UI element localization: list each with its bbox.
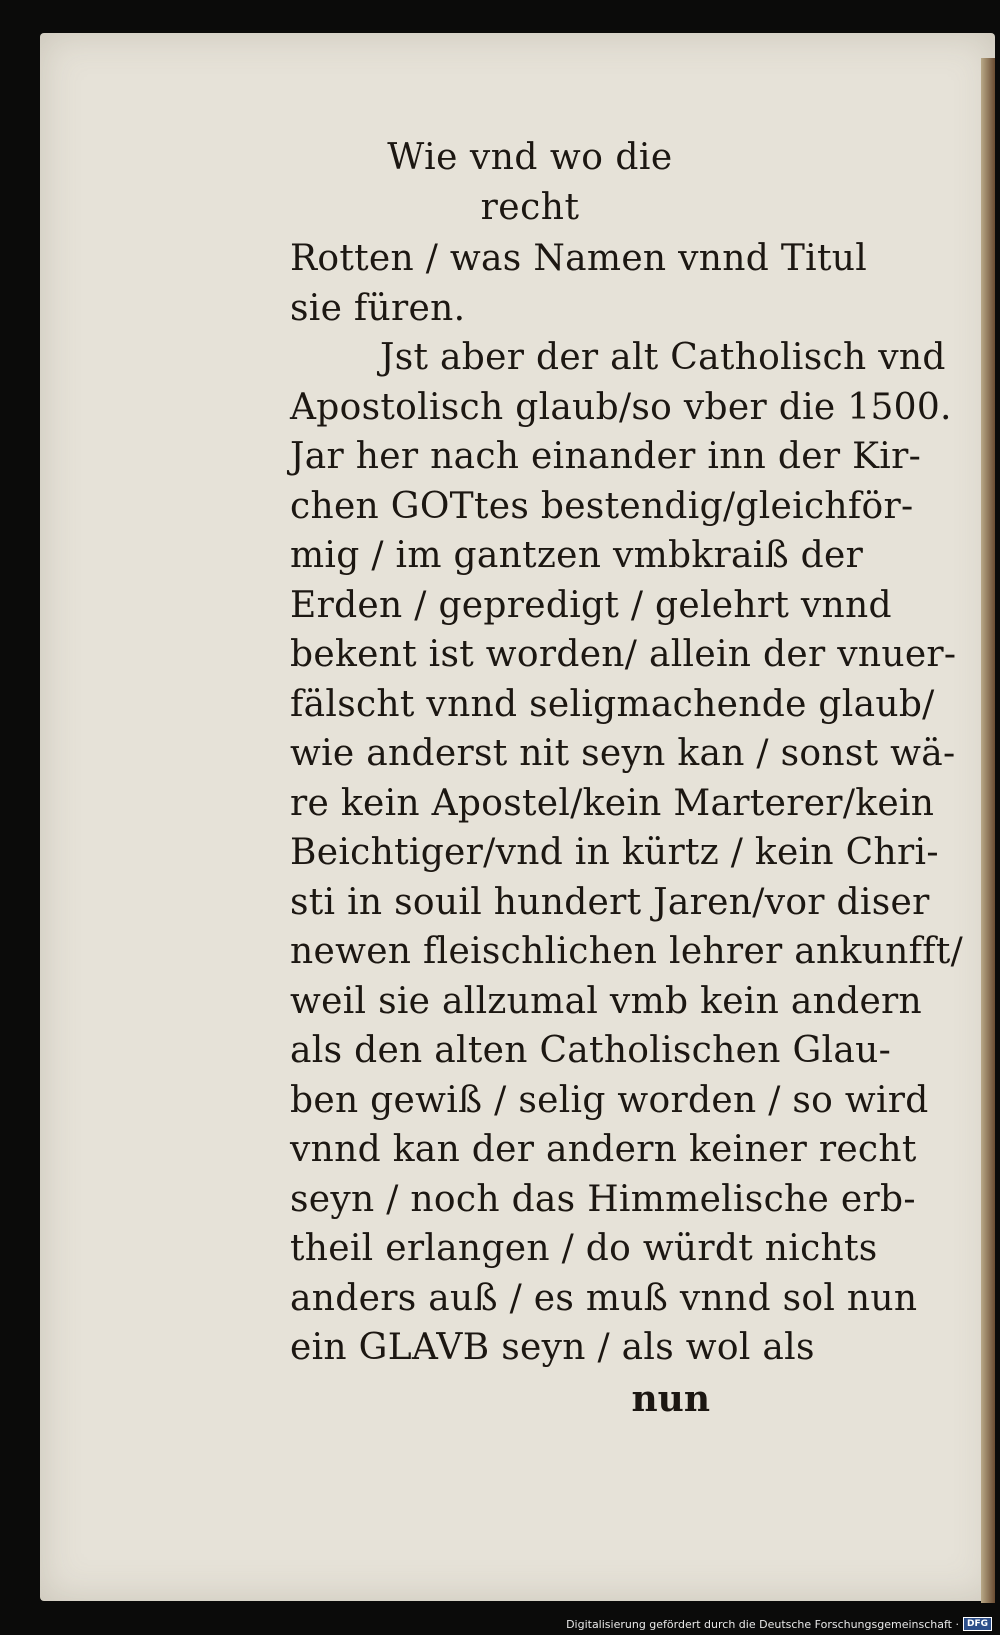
- text-line: Rotten / was Namen vnnd Titul: [290, 238, 868, 279]
- text-line: re kein Apostel/kein Marterer/kein: [290, 782, 935, 824]
- text-line: fälscht vnnd seligmachende glaub/: [290, 683, 935, 725]
- text-line: ben gewiß / selig worden / so wird: [290, 1079, 929, 1121]
- text-line: Jst aber der alt Catholisch vnd: [380, 337, 946, 378]
- text-line: Apostolisch glaub/so vber die 1500.: [290, 386, 952, 428]
- text-line: wie anderst nit seyn kan / sonst wä-: [290, 733, 956, 774]
- text-line: mig / im gantzen vmbkraiß der: [290, 535, 864, 576]
- text-line: als den alten Catholischen Glau-: [290, 1030, 892, 1071]
- text-line: chen GOTtes bestendig/gleichför-: [290, 485, 914, 527]
- catchword: nun: [631, 1377, 710, 1420]
- footer-text: Digitalisierung gefördert durch die Deutsche Forschungsgemeinschaft ·: [566, 1617, 959, 1631]
- text-line: weil sie allzumal vmb kein andern: [290, 980, 923, 1022]
- text-line: anders auß / es muß vnnd sol nun: [290, 1277, 918, 1319]
- text-line: sti in souil hundert Jaren/vor diser: [290, 881, 930, 923]
- page-edge: [981, 58, 995, 1603]
- text-block: [290, 133, 964, 1424]
- text-line: theil erlangen / do würdt nichts: [290, 1228, 878, 1269]
- text-line: bekent ist worden/ allein der vnuer-: [290, 634, 957, 675]
- digitization-footer: [566, 1617, 992, 1631]
- text-line: newen fleischlichen lehrer ankunfft/: [290, 931, 964, 972]
- text-line: Jar her nach einander inn der Kir-: [290, 436, 922, 477]
- text-line: Erden / gepredigt / gelehrt vnnd: [290, 584, 892, 626]
- text-line: ein GLAVB seyn / als wol als: [290, 1327, 815, 1368]
- running-header: Wie vnd wo die recht: [387, 137, 673, 228]
- dfg-logo-icon: DFG: [963, 1617, 992, 1631]
- text-line: vnnd kan der andern keiner recht: [290, 1129, 917, 1170]
- text-line: Beichtiger/vnd in kürtz / kein Chri-: [290, 832, 939, 873]
- text-line: sie füren.: [290, 287, 466, 329]
- text-line: seyn / noch das Himmelische erb-: [290, 1178, 916, 1220]
- book-page: [40, 33, 995, 1601]
